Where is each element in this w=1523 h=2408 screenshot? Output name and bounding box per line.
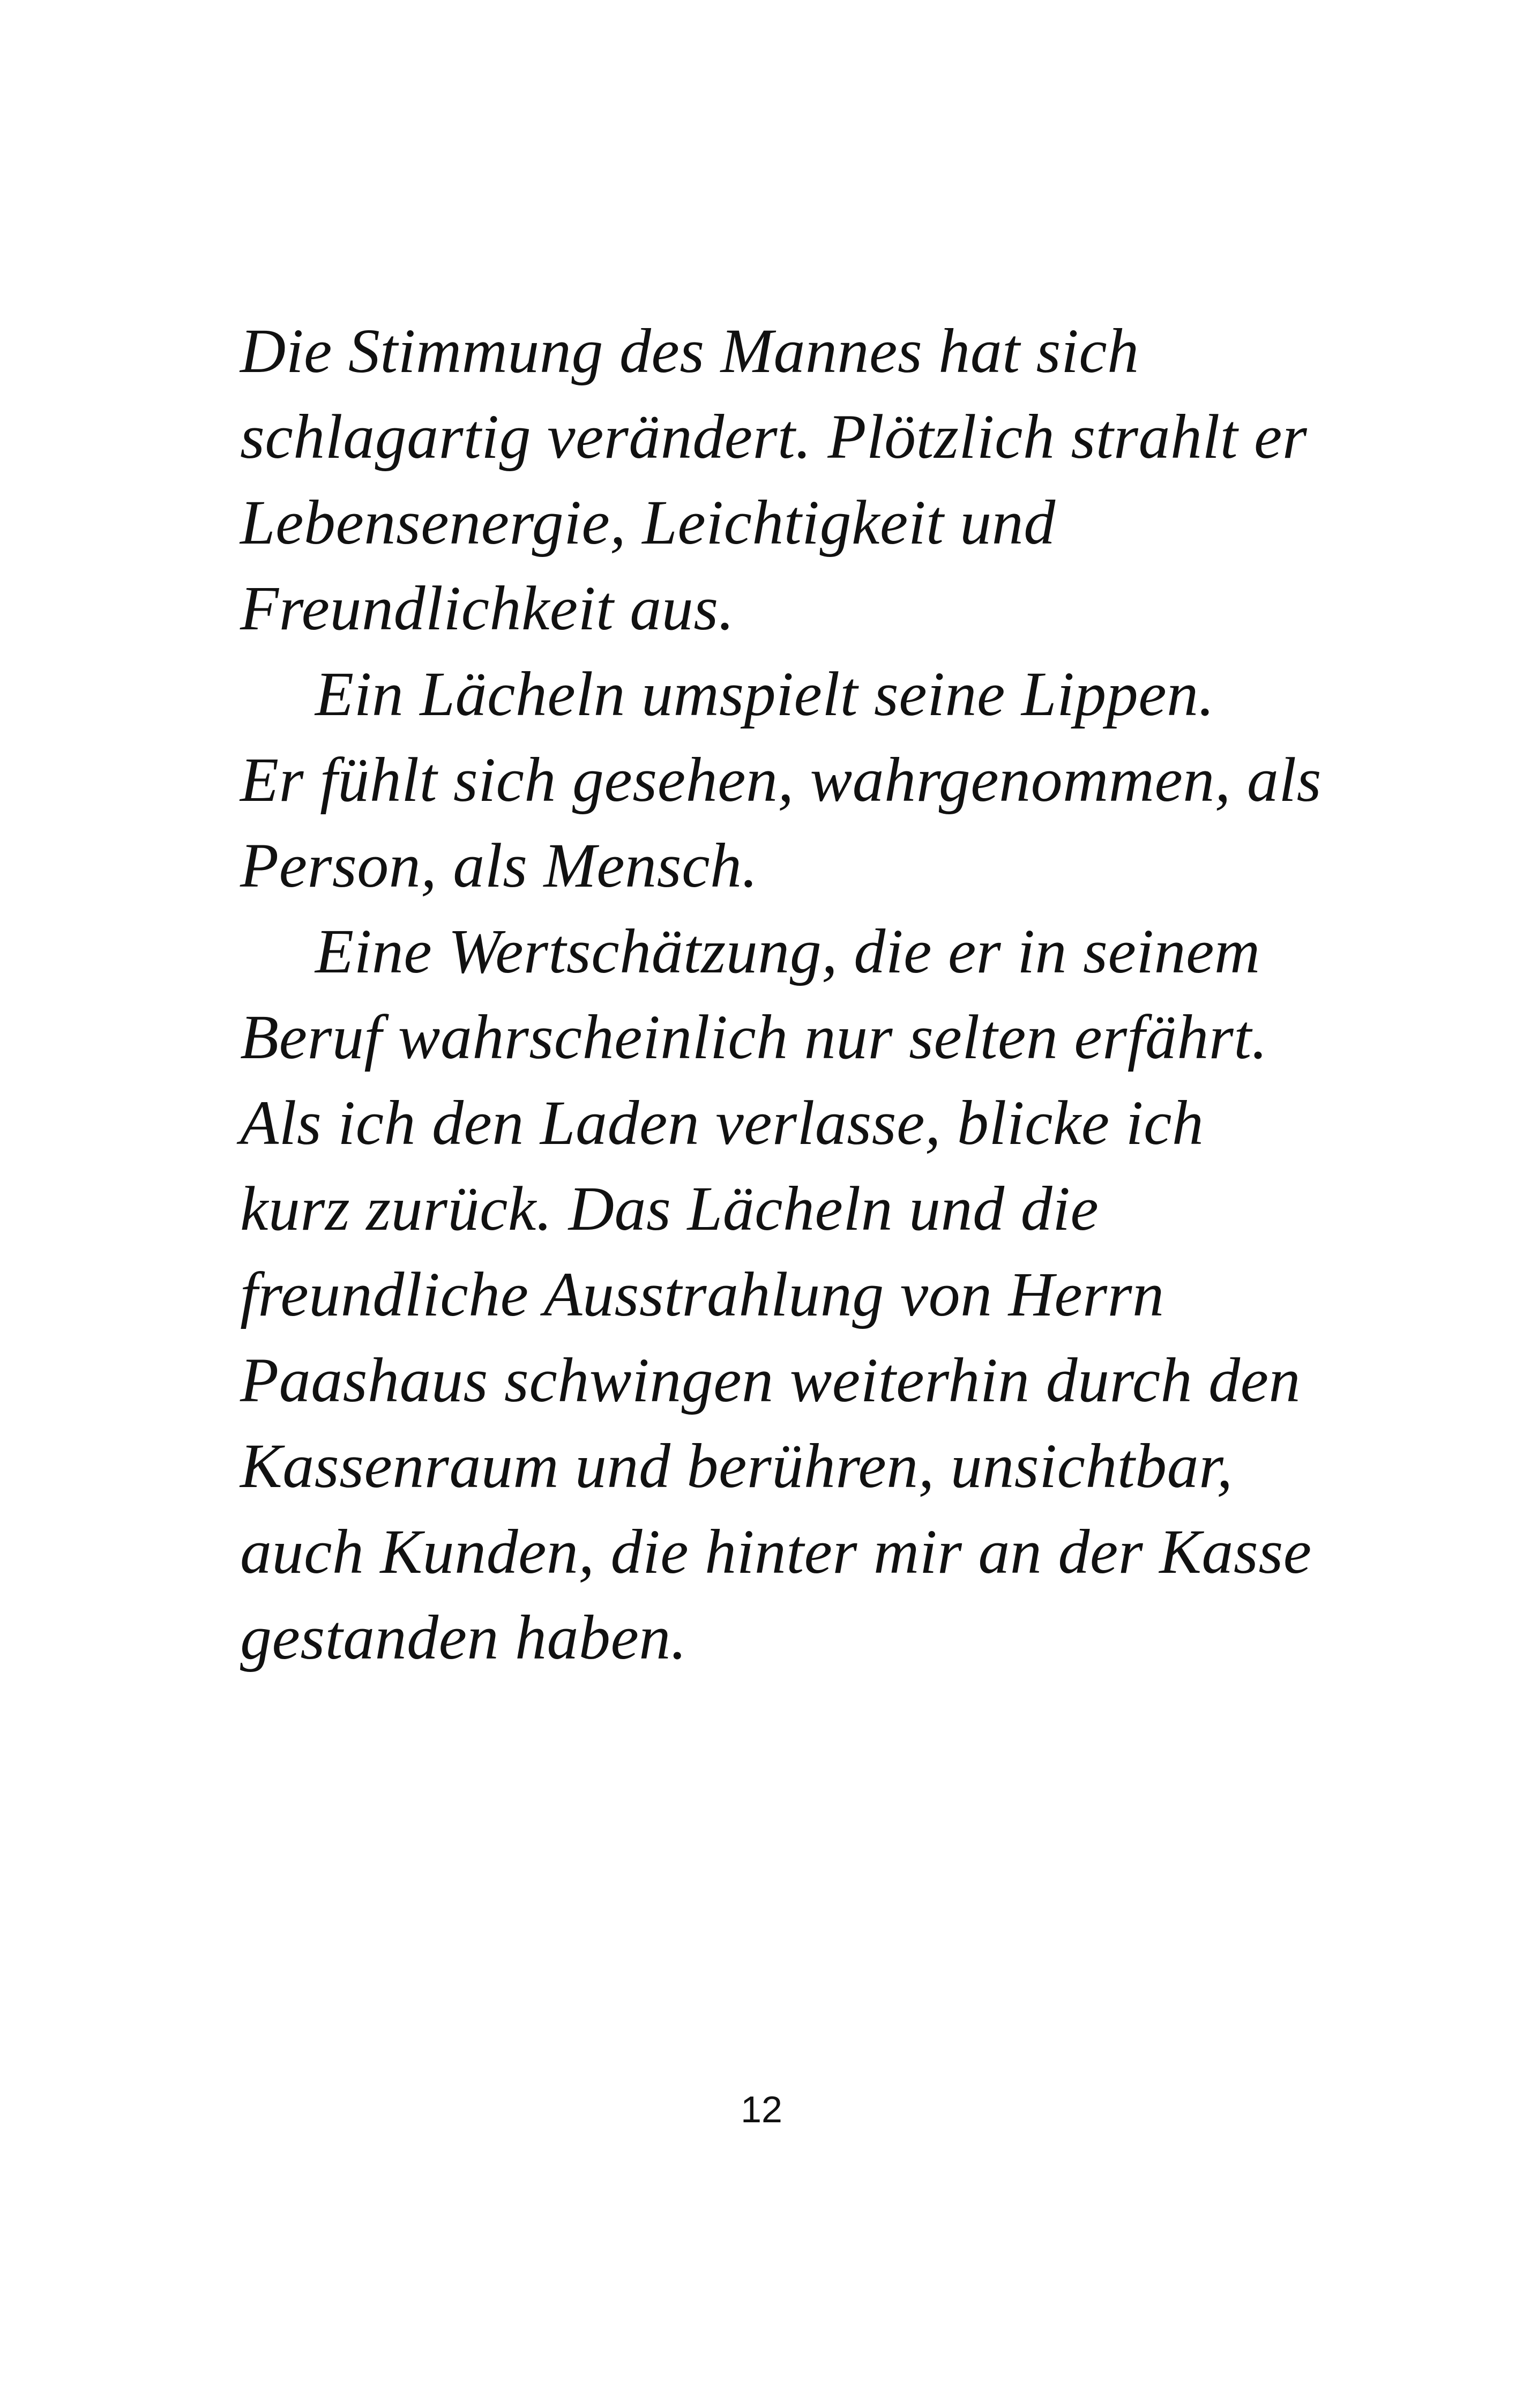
paragraph <box>240 651 1322 909</box>
text-line: Eine Wertschätzung, die er in seinem <box>315 916 1260 986</box>
text-line: Kassenraum und berühren, unsichtbar, <box>240 1431 1233 1501</box>
text-line: Lebensenergie, Leichtigkeit und <box>240 487 1056 558</box>
text-line: Er fühlt sich gesehen, wahrgenommen, als <box>240 745 1322 815</box>
text-line: Paashaus schwingen weiterhin durch den <box>240 1345 1301 1415</box>
body-text <box>240 308 1322 1681</box>
text-line: auch Kunden, die hinter mir an der Kasse <box>240 1517 1312 1587</box>
page-number: 12 <box>741 2089 782 2130</box>
text-line: schlagartig verändert. Plötzlich strahlt er <box>240 402 1308 472</box>
text-line: Beruf wahrscheinlich nur selten erfährt. <box>240 1002 1268 1072</box>
text-line: Freundlichkeit aus. <box>240 573 735 643</box>
text-line: kurz zurück. Das Lächeln und die <box>240 1173 1099 1244</box>
paragraph <box>240 1080 1312 1681</box>
paragraph <box>240 308 1312 651</box>
text-line: Ein Lächeln umspielt seine Lippen. <box>315 659 1215 729</box>
text-line: gestanden haben. <box>240 1602 687 1673</box>
text-line: Person, als Mensch. <box>240 830 758 901</box>
text-line: Die Stimmung des Mannes hat sich <box>240 316 1139 386</box>
paragraph <box>240 909 1312 1080</box>
text-line: Als ich den Laden verlasse, blicke ich <box>240 1088 1204 1158</box>
text-line: freundliche Ausstrahlung von Herrn <box>240 1259 1164 1329</box>
